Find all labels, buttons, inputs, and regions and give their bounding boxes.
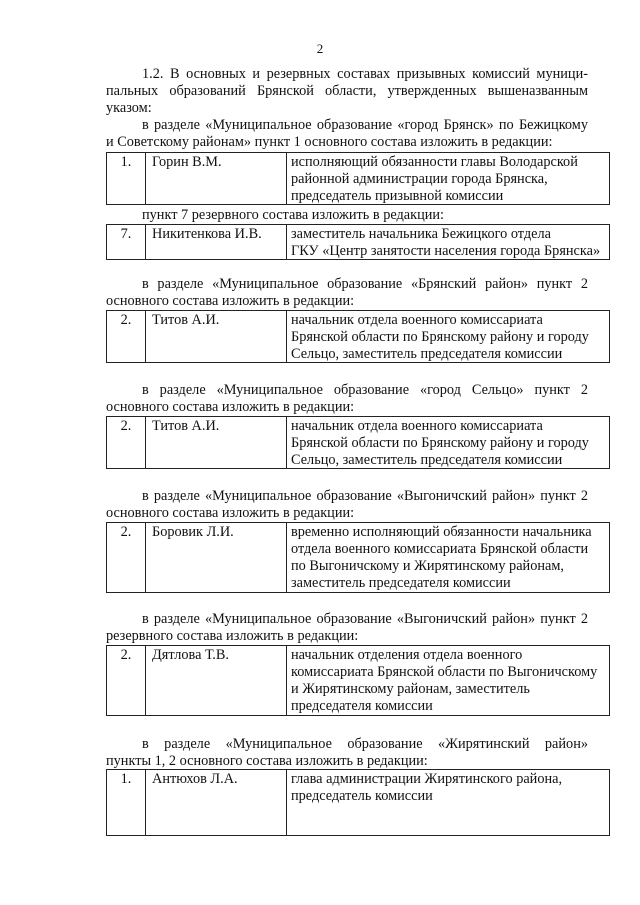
person-name: Дятлова Т.В. [145, 646, 286, 715]
heading-line: в разделе «Муниципальное образование «Брянский район» пункт 2 [142, 276, 588, 292]
position-description [286, 225, 609, 259]
position-description [286, 417, 609, 468]
person-name: Никитенкова И.В. [145, 225, 286, 259]
position-description [286, 646, 609, 715]
heading-line: основного состава изложить в редакции: [106, 399, 355, 415]
intro-line: указом: [106, 100, 152, 116]
row-number: 2. [120, 647, 132, 663]
table-row [106, 769, 610, 836]
heading-line: основного состава изложить в редакции: [106, 505, 355, 521]
table-row [106, 224, 610, 260]
description-line: председатель призывной комиссии [291, 188, 504, 204]
description-line: отдела военного комиссариата Брянской области [291, 541, 589, 557]
row-number: 1. [120, 771, 132, 787]
description-line: начальник отдела военного комиссариата [291, 418, 543, 434]
description-line: заместитель председателя комиссии [291, 575, 511, 591]
heading-line: основного состава изложить в редакции: [106, 293, 355, 309]
description-line: временно исполняющий обязанности начальника [291, 524, 592, 540]
section-heading [106, 488, 588, 522]
heading-line: в разделе «Муниципальное образование «город Брянск» по Бежицкому [142, 117, 588, 133]
person-name: Боровик Л.И. [145, 523, 286, 592]
description-line: комиссариата Брянской области по Выгоничскому [291, 664, 598, 680]
person-name: Титов А.И. [145, 311, 286, 362]
description-line: председателя комиссии [291, 698, 433, 714]
person-name: Горин В.М. [145, 153, 286, 204]
description-line: Брянской области по Брянскому району и городу [291, 435, 589, 451]
row-number: 2. [120, 312, 132, 328]
heading-line: пункт 7 резервного состава изложить в редакции: [142, 207, 445, 223]
table-row [106, 645, 610, 716]
heading-line: в разделе «Муниципальное образование «Выгоничский район» пункт 2 [142, 488, 588, 504]
person-name: Титов А.И. [145, 417, 286, 468]
description-line: начальник отдела военного комиссариата [291, 312, 543, 328]
description-line: заместитель начальника Бежицкого отдела [291, 226, 551, 242]
position-description [286, 153, 609, 204]
section-heading [106, 276, 588, 310]
section-heading [106, 207, 588, 224]
intro-line: 1.2. В основных и резервных составах призывных комиссий муници- [142, 66, 588, 82]
row-number: 7. [120, 226, 132, 242]
heading-line: в разделе «Муниципальное образование «Выгоничский район» пункт 2 [142, 611, 588, 627]
description-line: ГКУ «Центр занятости населения города Брянска» [291, 243, 601, 259]
description-line: районной администрации города Брянска, [291, 171, 548, 187]
page-number: 2 [316, 41, 324, 56]
description-line: Брянской области по Брянскому району и городу [291, 329, 589, 345]
description-line: по Выгоничскому и Жирятинскому районам, [291, 558, 564, 574]
intro-paragraph [106, 66, 588, 117]
row-number: 2. [120, 418, 132, 434]
section-heading [106, 736, 588, 770]
table-row [106, 522, 610, 593]
description-line: начальник отделения отдела военного [291, 647, 523, 663]
position-description [286, 311, 609, 362]
table-row [106, 152, 610, 205]
row-number: 2. [120, 524, 132, 540]
heading-line: резервного состава изложить в редакции: [106, 628, 359, 644]
section-heading [106, 382, 588, 416]
table-row [106, 416, 610, 469]
table-row [106, 310, 610, 363]
row-number: 1. [120, 154, 132, 170]
description-line: Сельцо, заместитель председателя комиссии [291, 452, 563, 468]
section-heading [106, 611, 588, 645]
description-line: и Жирятинскому районам, заместитель [291, 681, 530, 697]
heading-line: в разделе «Муниципальное образование «Жирятинский район» [142, 736, 588, 752]
position-description [286, 770, 609, 835]
section-heading [106, 117, 588, 151]
heading-line: в разделе «Муниципальное образование «город Сельцо» пункт 2 [142, 382, 588, 398]
person-name: Антюхов Л.А. [145, 770, 286, 835]
description-line: председатель комиссии [291, 788, 433, 804]
description-line: Сельцо, заместитель председателя комиссии [291, 346, 563, 362]
description-line: глава администрации Жирятинского района, [291, 771, 563, 787]
intro-line: пальных образований Брянской области, утвержденных вышеназванным [106, 83, 588, 99]
description-line: исполняющий обязанности главы Володарской [291, 154, 578, 170]
heading-line: и Советскому районам» пункт 1 основного состава изложить в редакции: [106, 134, 553, 150]
heading-line: пункты 1, 2 основного состава изложить в редакции: [106, 753, 428, 769]
position-description [286, 523, 609, 592]
